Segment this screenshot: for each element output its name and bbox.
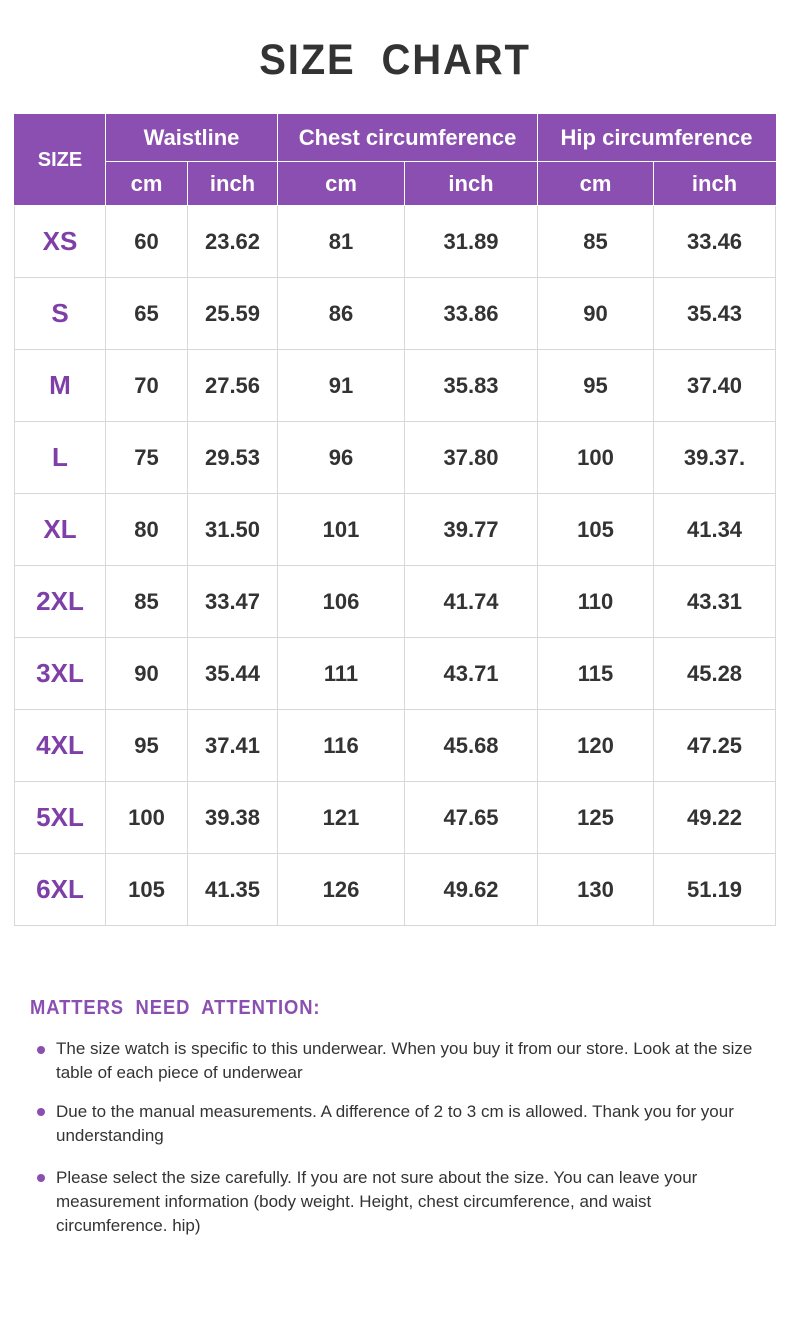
measurement-cell: 23.62: [188, 206, 278, 278]
measurement-cell: 70: [106, 350, 188, 422]
header-row-units: [15, 162, 776, 206]
measurement-cell: 45.68: [405, 710, 538, 782]
unit-header: cm: [106, 162, 188, 206]
size-label: 5XL: [15, 782, 106, 854]
measurement-cell: 106: [278, 566, 405, 638]
table-row: [15, 494, 776, 566]
measurement-cell: 80: [106, 494, 188, 566]
measurement-cell: 126: [278, 854, 405, 926]
table-row: [15, 350, 776, 422]
attention-note: Due to the manual measurements. A difference of 2 to 3 cm is allowed. Thank you for your understanding: [56, 1102, 734, 1145]
measurement-cell: 49.22: [654, 782, 776, 854]
measurement-cell: 60: [106, 206, 188, 278]
measurement-cell: 49.62: [405, 854, 538, 926]
measurement-cell: 31.50: [188, 494, 278, 566]
waistline-header: Waistline: [106, 115, 278, 162]
measurement-cell: 25.59: [188, 278, 278, 350]
measurement-cell: 85: [106, 566, 188, 638]
measurement-cell: 47.65: [405, 782, 538, 854]
measurement-cell: 35.83: [405, 350, 538, 422]
measurement-cell: 27.56: [188, 350, 278, 422]
unit-header: cm: [278, 162, 405, 206]
measurement-cell: 100: [106, 782, 188, 854]
measurement-cell: 105: [538, 494, 654, 566]
measurement-cell: 35.43: [654, 278, 776, 350]
measurement-cell: 90: [106, 638, 188, 710]
page-title: SIZE CHART: [259, 36, 531, 84]
measurement-cell: 51.19: [654, 854, 776, 926]
measurement-cell: 37.80: [405, 422, 538, 494]
size-chart-table: [14, 114, 776, 926]
size-column-header: SIZE: [15, 115, 106, 206]
attention-note: The size watch is specific to this underwear. When you buy it from our store. Look at the size table of each piece of underwear: [56, 1039, 753, 1082]
table-row: [15, 206, 776, 278]
table-row: [15, 422, 776, 494]
measurement-cell: 29.53: [188, 422, 278, 494]
measurement-cell: 96: [278, 422, 405, 494]
size-label: XL: [15, 494, 106, 566]
size-label: S: [15, 278, 106, 350]
measurement-cell: 45.28: [654, 638, 776, 710]
measurement-cell: 39.37.: [654, 422, 776, 494]
size-label: 4XL: [15, 710, 106, 782]
table-row: [15, 278, 776, 350]
measurement-cell: 81: [278, 206, 405, 278]
measurement-cell: 125: [538, 782, 654, 854]
measurement-cell: 33.86: [405, 278, 538, 350]
table-row: [15, 782, 776, 854]
measurement-cell: 39.77: [405, 494, 538, 566]
bullet-icon: [37, 1046, 45, 1054]
unit-header: inch: [654, 162, 776, 206]
unit-header: inch: [188, 162, 278, 206]
measurement-cell: 121: [278, 782, 405, 854]
measurement-cell: 41.74: [405, 566, 538, 638]
measurement-cell: 105: [106, 854, 188, 926]
bullet-icon: [37, 1174, 45, 1182]
size-label: M: [15, 350, 106, 422]
measurement-cell: 33.47: [188, 566, 278, 638]
measurement-cell: 100: [538, 422, 654, 494]
measurement-cell: 41.35: [188, 854, 278, 926]
table-header: [15, 115, 776, 206]
table-row: [15, 638, 776, 710]
measurement-cell: 43.71: [405, 638, 538, 710]
measurement-cell: 101: [278, 494, 405, 566]
header-row-groups: [15, 115, 776, 162]
measurement-cell: 86: [278, 278, 405, 350]
table-row: [15, 710, 776, 782]
table-body: [15, 206, 776, 926]
measurement-cell: 110: [538, 566, 654, 638]
measurement-cell: 75: [106, 422, 188, 494]
size-label: L: [15, 422, 106, 494]
chest-header: Chest circumference: [278, 115, 538, 162]
measurement-cell: 31.89: [405, 206, 538, 278]
measurement-cell: 130: [538, 854, 654, 926]
measurement-cell: 33.46: [654, 206, 776, 278]
bullet-icon: [37, 1108, 45, 1116]
size-label: 3XL: [15, 638, 106, 710]
measurement-cell: 39.38: [188, 782, 278, 854]
size-label: XS: [15, 206, 106, 278]
measurement-cell: 35.44: [188, 638, 278, 710]
measurement-cell: 90: [538, 278, 654, 350]
table-row: [15, 566, 776, 638]
measurement-cell: 95: [538, 350, 654, 422]
measurement-cell: 65: [106, 278, 188, 350]
measurement-cell: 95: [106, 710, 188, 782]
attention-heading: MATTERS NEED ATTENTION:: [30, 997, 321, 1019]
attention-note: Please select the size carefully. If you are not sure about the size. You can leave your measurement information (body weight. Height, chest circumference, and waist circumference. hip): [56, 1168, 698, 1235]
unit-header: inch: [405, 162, 538, 206]
measurement-cell: 85: [538, 206, 654, 278]
measurement-cell: 41.34: [654, 494, 776, 566]
measurement-cell: 116: [278, 710, 405, 782]
measurement-cell: 111: [278, 638, 405, 710]
measurement-cell: 47.25: [654, 710, 776, 782]
size-label: 2XL: [15, 566, 106, 638]
unit-header: cm: [538, 162, 654, 206]
hip-header: Hip circumference: [538, 115, 776, 162]
measurement-cell: 91: [278, 350, 405, 422]
size-label: 6XL: [15, 854, 106, 926]
table-row: [15, 854, 776, 926]
measurement-cell: 120: [538, 710, 654, 782]
measurement-cell: 115: [538, 638, 654, 710]
measurement-cell: 37.41: [188, 710, 278, 782]
measurement-cell: 37.40: [654, 350, 776, 422]
measurement-cell: 43.31: [654, 566, 776, 638]
